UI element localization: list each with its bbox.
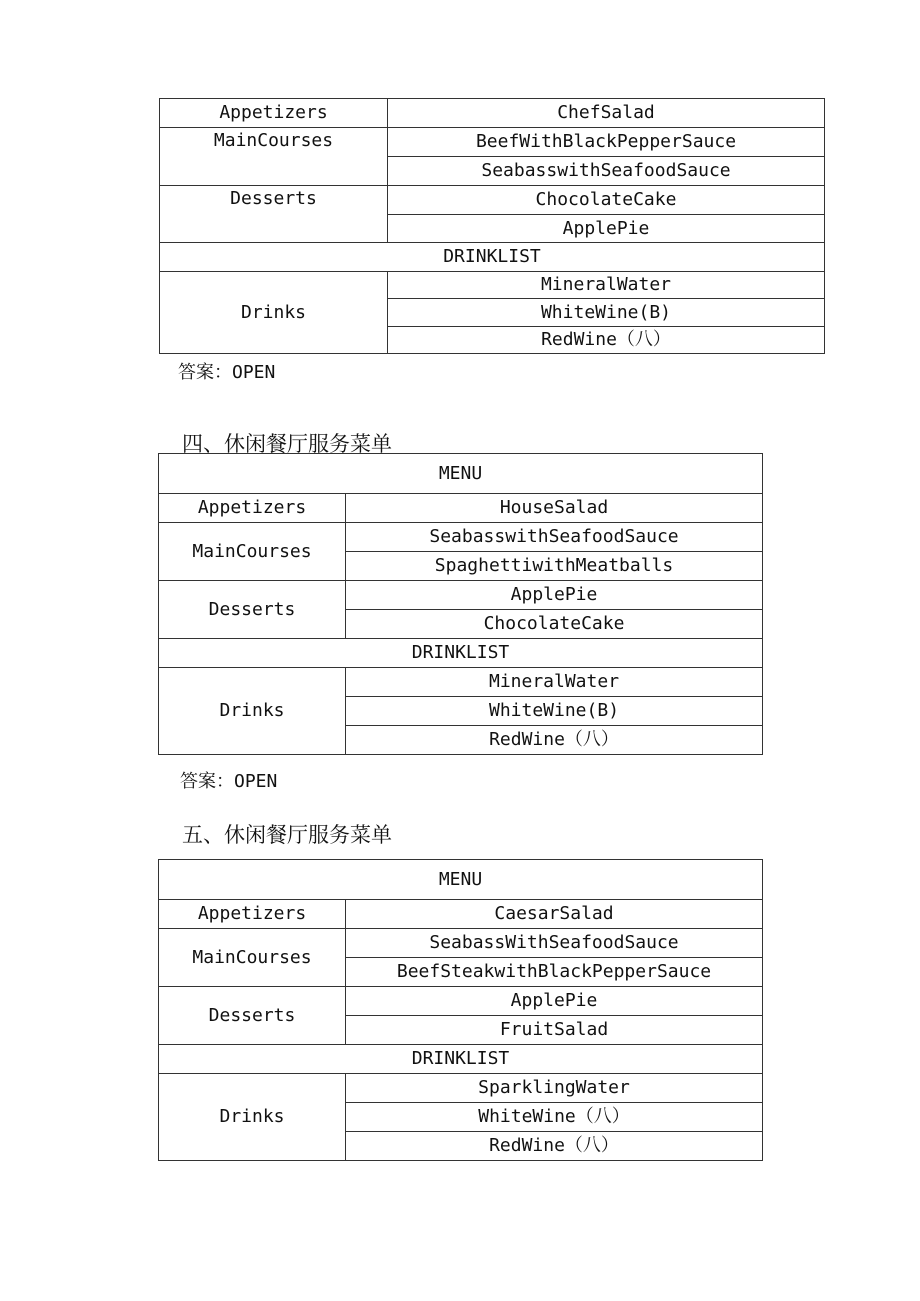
menu-item: HouseSalad: [346, 494, 763, 523]
menu-item: CaesarSalad: [346, 900, 763, 929]
menu-item: ChocolateCake: [388, 186, 825, 215]
menu-item: SeabasswithSeafoodSauce: [388, 157, 825, 186]
menu-item: SparklingWater: [346, 1074, 763, 1103]
category-appetizers: Appetizers: [159, 900, 346, 929]
menu-item: RedWine（八）: [346, 1132, 763, 1161]
section-heading: 五、休闲餐厅服务菜单: [182, 823, 392, 847]
menu-item: WhiteWine(B): [388, 299, 825, 327]
category-drinks: Drinks: [159, 668, 346, 755]
category-appetizers: Appetizers: [159, 494, 346, 523]
menu-item: RedWine（八）: [388, 327, 825, 354]
menu-item: MineralWater: [346, 668, 763, 697]
category-desserts: Desserts: [159, 987, 346, 1045]
category-appetizers: Appetizers: [160, 99, 388, 128]
menu-item: RedWine（八）: [346, 726, 763, 755]
category-drinks: Drinks: [159, 1074, 346, 1161]
category-main-courses: MainCourses: [160, 128, 388, 186]
menu-item: ApplePie: [346, 987, 763, 1016]
drinklist-header: DRINKLIST: [160, 243, 825, 272]
menu-table-4: [158, 453, 763, 755]
category-desserts: Desserts: [159, 581, 346, 639]
menu-item: ChocolateCake: [346, 610, 763, 639]
menu-item: ChefSalad: [388, 99, 825, 128]
category-main-courses: MainCourses: [159, 929, 346, 987]
menu-item: WhiteWine（八）: [346, 1103, 763, 1132]
answer-text: 答案：OPEN: [180, 771, 278, 792]
menu-item: SpaghettiwithMeatballs: [346, 552, 763, 581]
menu-item: ApplePie: [388, 215, 825, 243]
menu-title: MENU: [159, 860, 763, 900]
menu-item: SeabasswithSeafoodSauce: [346, 523, 763, 552]
menu-table-5: [158, 859, 763, 1161]
menu-item: WhiteWine(B): [346, 697, 763, 726]
category-drinks: Drinks: [160, 272, 388, 354]
menu-item: BeefSteakwithBlackPepperSauce: [346, 958, 763, 987]
answer-text: 答案：OPEN: [178, 362, 276, 383]
menu-item: SeabassWithSeafoodSauce: [346, 929, 763, 958]
drinklist-header: DRINKLIST: [159, 639, 763, 668]
menu-item: BeefWithBlackPepperSauce: [388, 128, 825, 157]
menu-item: ApplePie: [346, 581, 763, 610]
section-heading: 四、休闲餐厅服务菜单: [182, 432, 392, 456]
category-main-courses: MainCourses: [159, 523, 346, 581]
menu-title: MENU: [159, 454, 763, 494]
menu-item: MineralWater: [388, 272, 825, 299]
menu-table-3: [159, 98, 825, 354]
drinklist-header: DRINKLIST: [159, 1045, 763, 1074]
category-desserts: Desserts: [160, 186, 388, 243]
menu-item: FruitSalad: [346, 1016, 763, 1045]
